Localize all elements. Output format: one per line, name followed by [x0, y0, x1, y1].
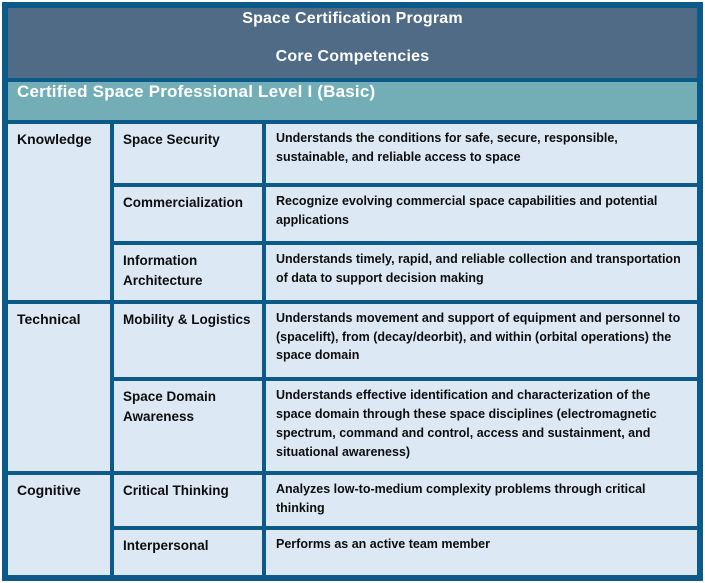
header-row — [5, 5, 700, 80]
description-cell-commercialization: Recognize evolving commercial space capabilities and potential applications — [264, 185, 700, 244]
description-cell-information-architecture: Understands timely, rapid, and reliable collection and transportation of data to support decision making — [264, 243, 700, 302]
competency-table — [2, 2, 703, 581]
description-cell-interpersonal: Performs as an active team member — [264, 528, 700, 578]
competency-cell-critical-thinking: Critical Thinking — [112, 473, 264, 527]
description-cell-mobility-logistics: Understands movement and support of equipment and personnel to (spacelift), from (decay/deorbit), and within (orbital operations) the space domain — [264, 302, 700, 379]
program-title: Space Certification Program — [242, 10, 463, 27]
description-cell-space-domain-awareness: Understands effective identification and characterization of the space domain through these space disciplines (electromagnetic spectrum, command and control, access and sustainment, and situational awareness) — [264, 379, 700, 473]
competency-cell-information-architecture: Information Architecture — [112, 243, 264, 302]
level-banner-row — [5, 80, 700, 122]
description-cell-space-security: Understands the conditions for safe, secure, responsible, sustainable, and reliable access to space — [264, 122, 700, 185]
category-cell-technical: Technical — [5, 302, 112, 473]
competency-cell-commercialization: Commercialization — [112, 185, 264, 244]
competency-cell-space-domain-awareness: Space Domain Awareness — [112, 379, 264, 473]
table-row — [5, 473, 700, 527]
competency-cell-interpersonal: Interpersonal — [112, 528, 264, 578]
category-cell-cognitive: Cognitive — [5, 473, 112, 578]
category-cell-knowledge: Knowledge — [5, 122, 112, 302]
table-row — [5, 302, 700, 379]
competency-cell-mobility-logistics: Mobility & Logistics — [112, 302, 264, 379]
competency-cell-space-security: Space Security — [112, 122, 264, 185]
table-row — [5, 122, 700, 185]
description-cell-critical-thinking: Analyzes low-to-medium complexity problems through critical thinking — [264, 473, 700, 527]
competency-table-frame — [2, 2, 703, 581]
program-subtitle: Core Competencies — [275, 48, 430, 65]
level-banner: Certified Space Professional Level I (Basic) — [5, 80, 700, 122]
program-header — [5, 5, 700, 80]
